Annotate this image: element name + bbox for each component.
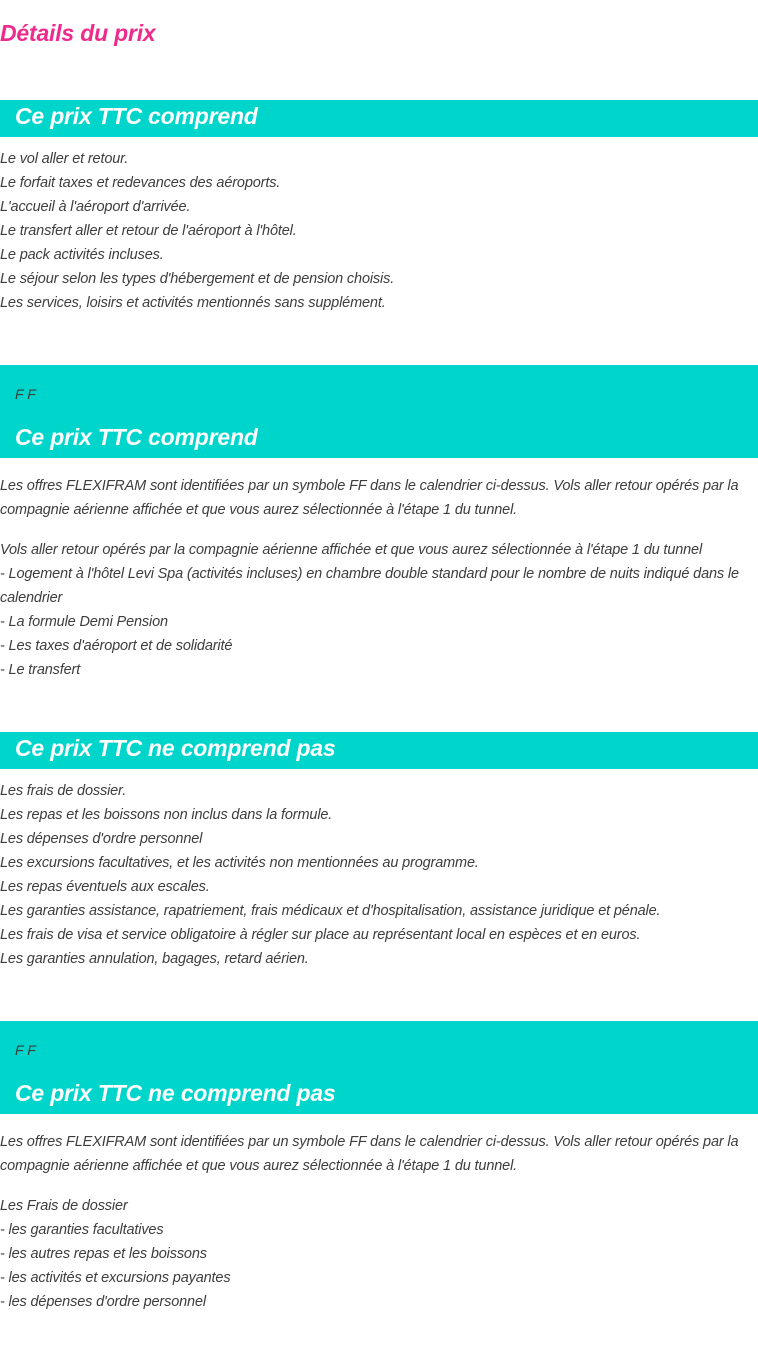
list-item: - les garanties facultatives [0,1222,164,1238]
included-list [0,147,758,315]
included-ff-intro: Les offres FLEXIFRAM sont identifiées par un symbole FF dans le calendrier ci-dessus. Vols aller retour opérés par la compagnie aérienne affichée et que vous aurez sélectionnée à l'étape 1 du tunnel. [0,478,739,518]
list-item: Vols aller retour opérés par la compagnie aérienne affichée et que vous aurez sélectionnée à l'étape 1 du tunnel [0,542,703,558]
included-heading: Ce prix TTC comprend [15,103,258,129]
included-ff-header [0,365,758,458]
ff-tag: F F [15,386,36,402]
list-item: Les repas et les boissons non inclus dans la formule. [0,807,333,823]
list-item: Les frais de dossier. [0,783,127,799]
list-item: Les excursions facultatives, et les activités non mentionnées au programme. [0,855,479,871]
list-item: - les autres repas et les boissons [0,1246,207,1262]
list-item: - Logement à l'hôtel Levi Spa (activités incluses) en chambre double standard pour le nombre de nuits indiqué dans le calendrier [0,566,739,606]
included-ff-list [0,538,758,682]
list-item: - les activités et excursions payantes [0,1270,231,1286]
ff-tag: F F [15,1042,36,1058]
excluded-ff-intro: Les offres FLEXIFRAM sont identifiées par un symbole FF dans le calendrier ci-dessus. Vols aller retour opérés par la compagnie aérienne affichée et que vous aurez sélectionnée à l'étape 1 du tunnel. [0,1134,739,1174]
list-item: Les services, loisirs et activités mentionnés sans supplément. [0,295,386,311]
list-item: Le vol aller et retour. [0,151,129,167]
excluded-ff-heading: Ce prix TTC ne comprend pas [15,1080,336,1106]
page-title: Détails du prix [0,20,156,46]
included-header [0,100,758,137]
list-item: Les frais de visa et service obligatoire à régler sur place au représentant local en espèces et en euros. [0,927,641,943]
list-item: Les repas éventuels aux escales. [0,879,210,895]
list-item: - Les taxes d'aéroport et de solidarité [0,638,233,654]
excluded-heading: Ce prix TTC ne comprend pas [15,735,336,761]
list-item: Le séjour selon les types d'hébergement et de pension choisis. [0,271,395,287]
list-item: - Le transfert [0,662,81,678]
excluded-header [0,732,758,769]
list-item: Le pack activités incluses. [0,247,164,263]
list-item: Les Frais de dossier [0,1198,128,1214]
list-item: Le forfait taxes et redevances des aéroports. [0,175,281,191]
excluded-list [0,779,758,971]
included-ff-heading: Ce prix TTC comprend [15,424,258,450]
excluded-ff-header [0,1021,758,1114]
list-item: Le transfert aller et retour de l'aéroport à l'hôtel. [0,223,297,239]
list-item: L'accueil à l'aéroport d'arrivée. [0,199,191,215]
list-item: Les garanties annulation, bagages, retard aérien. [0,951,309,967]
excluded-ff-list [0,1194,758,1314]
list-item: - les dépenses d'ordre personnel [0,1294,206,1310]
list-item: Les garanties assistance, rapatriement, frais médicaux et d'hospitalisation, assistance juridique et pénale. [0,903,661,919]
list-item: Les dépenses d'ordre personnel [0,831,203,847]
list-item: - La formule Demi Pension [0,614,168,630]
